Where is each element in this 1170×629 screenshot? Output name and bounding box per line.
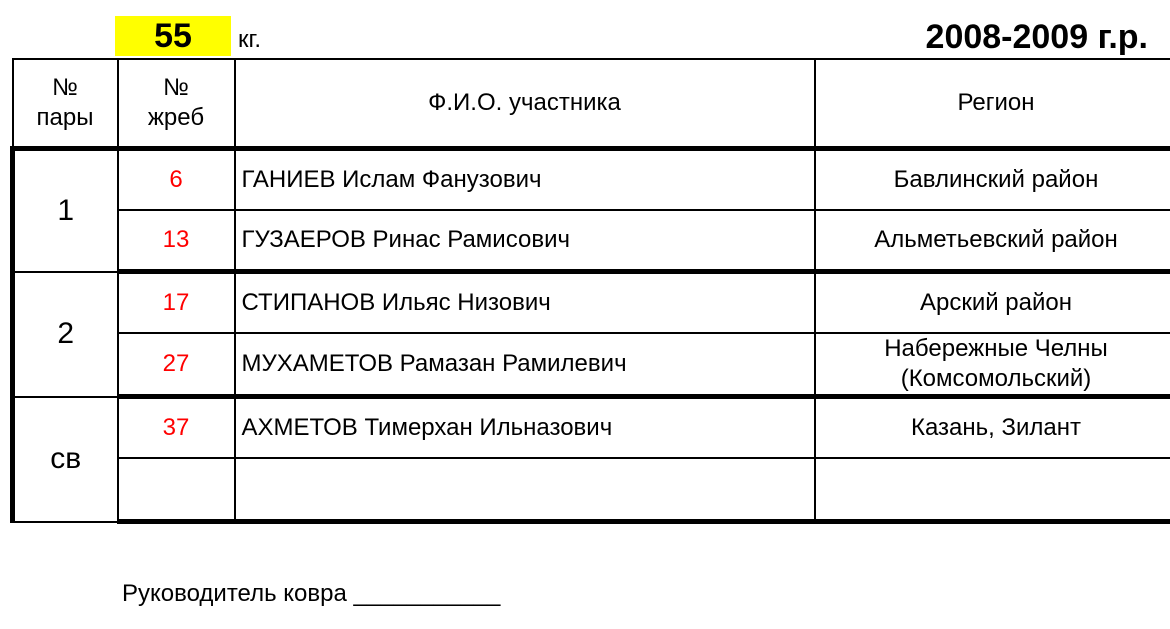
draw-number: 17 — [118, 272, 235, 334]
participant-name: СТИПАНОВ Ильяс Низович — [235, 272, 815, 334]
col-participant-name: Ф.И.О. участника — [235, 59, 815, 149]
draw-number: 6 — [118, 149, 235, 211]
participant-name: МУХАМЕТОВ Рамазан Рамилевич — [235, 333, 815, 397]
draw-number — [118, 458, 235, 522]
table-row — [13, 397, 1170, 459]
participant-region: Казань, Зилант — [815, 397, 1170, 459]
weight-unit: кг. — [238, 26, 261, 53]
table-row — [13, 458, 1170, 522]
draw-number: 13 — [118, 210, 235, 272]
pair-number: 2 — [13, 272, 118, 397]
participant-name: АХМЕТОВ Тимерхан Ильназович — [235, 397, 815, 459]
participant-region: Арский район — [815, 272, 1170, 334]
pairs-table — [10, 58, 1170, 524]
table-row — [13, 149, 1170, 211]
weight-category: 55 — [115, 16, 231, 56]
participant-name: ГАНИЕВ Ислам Фанузович — [235, 149, 815, 211]
participant-region: Альметьевский район — [815, 210, 1170, 272]
participant-region: Бавлинский район — [815, 149, 1170, 211]
table-row — [13, 333, 1170, 397]
pair-number: 1 — [13, 149, 118, 272]
col-draw-number: № жреб — [118, 59, 235, 149]
participant-region — [815, 458, 1170, 522]
birth-years: 2008-2009 г.р. — [925, 18, 1148, 56]
draw-number: 27 — [118, 333, 235, 397]
participant-name: ГУЗАЕРОВ Ринас Рамисович — [235, 210, 815, 272]
table-header — [13, 59, 1170, 149]
pair-number: св — [13, 397, 118, 522]
draw-number: 37 — [118, 397, 235, 459]
mat-supervisor-signature: Руководитель ковра ___________ — [122, 580, 501, 607]
table-row — [13, 210, 1170, 272]
table-row — [13, 272, 1170, 334]
col-pair-number: № пары — [13, 59, 118, 149]
participant-name — [235, 458, 815, 522]
participant-region: Набережные Челны (Комсомольский) — [815, 333, 1170, 397]
col-region: Регион — [815, 59, 1170, 149]
